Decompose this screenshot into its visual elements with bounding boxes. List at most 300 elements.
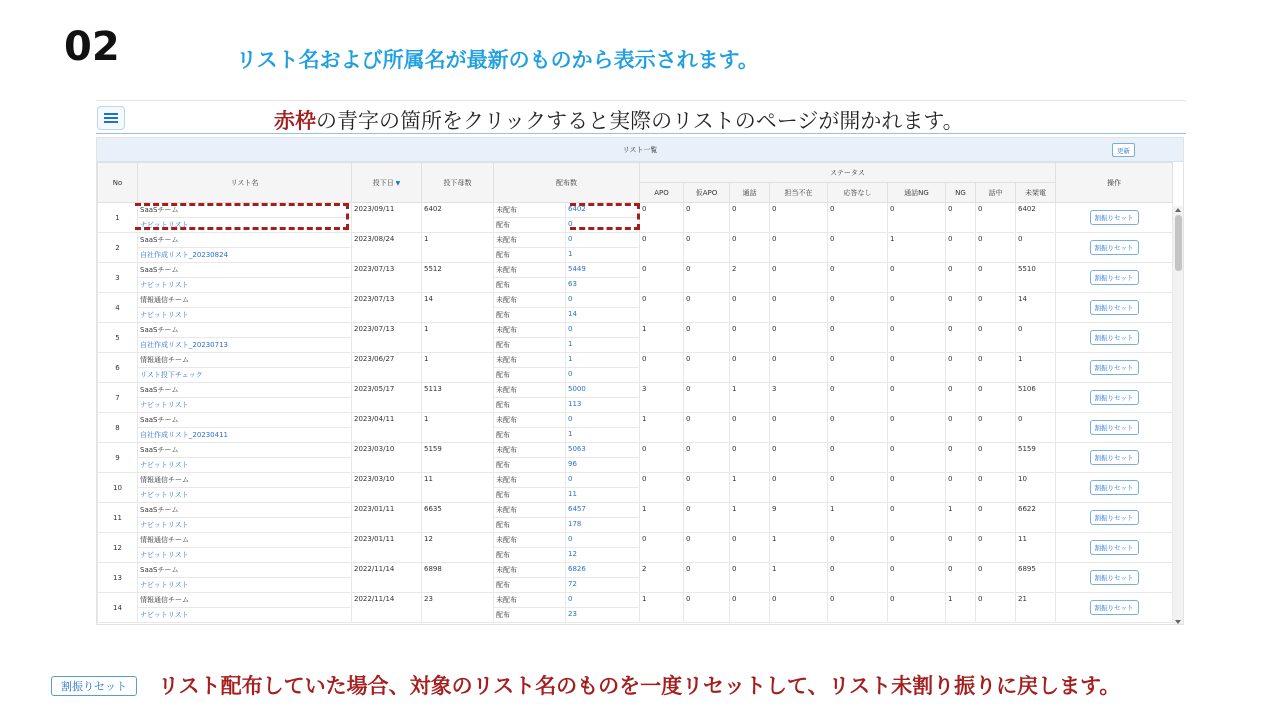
header-status: ステータス xyxy=(640,163,1056,183)
row-date: 2023/07/13 xyxy=(352,323,422,353)
list-panel-header xyxy=(97,138,1183,162)
row-status-8: 21 xyxy=(1016,593,1056,623)
row-no: 5 xyxy=(98,323,138,353)
row-status-8: 10 xyxy=(1016,473,1056,503)
row-status-2: 0 xyxy=(730,413,770,443)
table-row xyxy=(98,323,1173,338)
row-status-0: 0 xyxy=(640,293,684,323)
row-list-link[interactable]: 自社作成リスト_20230713 xyxy=(138,338,352,353)
header-status-7: 話中 xyxy=(976,183,1016,203)
row-list-link[interactable]: 自社作成リスト_20230824 xyxy=(138,248,352,263)
row-op xyxy=(1056,293,1173,323)
refresh-button[interactable]: 更新 xyxy=(1112,143,1135,157)
row-status-4: 0 xyxy=(828,593,888,623)
row-status-8: 6622 xyxy=(1016,503,1056,533)
table-row xyxy=(98,293,1173,308)
row-count: 1 xyxy=(422,353,494,383)
row-undist-link[interactable]: 1 xyxy=(568,355,573,363)
header-op: 操作 xyxy=(1056,163,1173,203)
row-team: 情報通信チーム xyxy=(138,293,352,308)
header-status-0: APO xyxy=(640,183,684,203)
row-team: SaaSチーム xyxy=(138,503,352,518)
row-status-0: 0 xyxy=(640,233,684,263)
row-status-8: 1 xyxy=(1016,353,1056,383)
slide-title: リスト名および所属名が最新のものから表示されます。 xyxy=(236,48,759,72)
row-status-1: 0 xyxy=(684,563,730,593)
row-dist-label: 配布 xyxy=(494,398,566,412)
row-status-5: 0 xyxy=(888,533,946,563)
reset-button[interactable]: 割振りセット xyxy=(1090,600,1139,615)
row-status-2: 0 xyxy=(730,203,770,233)
row-dist-link[interactable]: 12 xyxy=(568,550,577,558)
row-undist-label: 未配布 xyxy=(494,323,566,337)
row-status-3: 0 xyxy=(770,233,828,263)
header-status-1: 仮APO xyxy=(684,183,730,203)
row-undist-link[interactable]: 0 xyxy=(568,415,573,423)
row-status-7: 0 xyxy=(976,233,1016,263)
row-status-5: 0 xyxy=(888,263,946,293)
reset-button[interactable]: 割振りセット xyxy=(1090,420,1139,435)
row-no: 12 xyxy=(98,533,138,563)
row-undist-link[interactable]: 6402 xyxy=(568,205,586,213)
row-status-2: 1 xyxy=(730,383,770,413)
table-row xyxy=(98,593,1173,608)
row-status-6: 0 xyxy=(946,533,976,563)
row-no: 9 xyxy=(98,443,138,473)
row-status-3: 9 xyxy=(770,503,828,533)
row-date: 2023/06/27 xyxy=(352,353,422,383)
row-status-6: 0 xyxy=(946,263,976,293)
row-date: 2023/03/10 xyxy=(352,443,422,473)
row-status-7: 0 xyxy=(976,203,1016,233)
row-op xyxy=(1056,593,1173,623)
row-dist-link[interactable]: 0 xyxy=(568,220,573,228)
row-team: 情報通信チーム xyxy=(138,353,352,368)
row-list-link[interactable]: 自社作成リスト_20230411 xyxy=(138,428,352,443)
row-status-1: 0 xyxy=(684,383,730,413)
row-status-2: 0 xyxy=(730,323,770,353)
row-status-8: 5106 xyxy=(1016,383,1056,413)
row-list-link[interactable]: ナビットリスト xyxy=(138,608,352,623)
reset-button[interactable]: 割振りセット xyxy=(1090,330,1139,345)
row-status-3: 0 xyxy=(770,473,828,503)
row-undist-link[interactable]: 0 xyxy=(568,595,573,603)
row-status-7: 0 xyxy=(976,443,1016,473)
row-team: SaaSチーム xyxy=(138,563,352,578)
row-count: 11 xyxy=(422,473,494,503)
row-status-2: 0 xyxy=(730,353,770,383)
row-status-3: 0 xyxy=(770,443,828,473)
row-status-0: 0 xyxy=(640,203,684,233)
row-status-8: 0 xyxy=(1016,233,1056,263)
row-no: 3 xyxy=(98,263,138,293)
row-status-4: 0 xyxy=(828,323,888,353)
header-date[interactable] xyxy=(352,163,422,203)
row-status-5: 0 xyxy=(888,203,946,233)
row-status-3: 0 xyxy=(770,263,828,293)
row-team: SaaSチーム xyxy=(138,323,352,338)
row-status-4: 0 xyxy=(828,263,888,293)
row-status-4: 0 xyxy=(828,413,888,443)
table-row xyxy=(98,353,1173,368)
row-status-0: 0 xyxy=(640,533,684,563)
table-row xyxy=(98,203,1173,218)
row-no: 4 xyxy=(98,293,138,323)
row-status-2: 0 xyxy=(730,233,770,263)
row-status-0: 0 xyxy=(640,353,684,383)
reset-button[interactable]: 割振りセット xyxy=(1090,240,1139,255)
row-status-4: 0 xyxy=(828,443,888,473)
reset-button[interactable]: 割振りセット xyxy=(1090,510,1139,525)
reset-button[interactable]: 割振りセット xyxy=(1090,570,1139,585)
row-status-5: 0 xyxy=(888,323,946,353)
row-status-4: 0 xyxy=(828,473,888,503)
row-status-6: 0 xyxy=(946,383,976,413)
header-status-5: 通話NG xyxy=(888,183,946,203)
row-status-4: 0 xyxy=(828,233,888,263)
row-status-6: 0 xyxy=(946,233,976,263)
row-date: 2023/05/17 xyxy=(352,383,422,413)
row-status-1: 0 xyxy=(684,443,730,473)
reset-button[interactable]: 割振りセット xyxy=(1090,450,1139,465)
row-date: 2023/04/11 xyxy=(352,413,422,443)
row-status-8: 11 xyxy=(1016,533,1056,563)
row-list-link[interactable]: ナビットリスト xyxy=(138,578,352,593)
row-undist-link[interactable]: 0 xyxy=(568,325,573,333)
row-status-2: 2 xyxy=(730,263,770,293)
caption-highlight: 赤枠 xyxy=(274,109,316,133)
row-status-6: 1 xyxy=(946,503,976,533)
row-undist-label: 未配布 xyxy=(494,473,566,487)
row-count: 6402 xyxy=(422,203,494,233)
row-no: 13 xyxy=(98,563,138,593)
row-status-7: 0 xyxy=(976,503,1016,533)
row-status-5: 0 xyxy=(888,353,946,383)
list-panel-title: リスト一覧 xyxy=(622,145,658,154)
row-op xyxy=(1056,353,1173,383)
row-team: SaaSチーム xyxy=(138,443,352,458)
row-undist-link[interactable]: 0 xyxy=(568,295,573,303)
row-status-3: 1 xyxy=(770,563,828,593)
row-list-link[interactable]: ナビットリスト xyxy=(138,518,352,533)
row-status-6: 0 xyxy=(946,563,976,593)
header-list-name: リスト名 xyxy=(138,163,352,203)
row-op xyxy=(1056,443,1173,473)
row-undist-label: 未配布 xyxy=(494,413,566,427)
row-op xyxy=(1056,563,1173,593)
row-status-6: 0 xyxy=(946,353,976,383)
row-status-7: 0 xyxy=(976,473,1016,503)
row-dist-link[interactable]: 63 xyxy=(568,280,577,288)
row-no: 6 xyxy=(98,353,138,383)
row-count: 1 xyxy=(422,233,494,263)
row-op xyxy=(1056,503,1173,533)
row-status-1: 0 xyxy=(684,263,730,293)
row-status-7: 0 xyxy=(976,563,1016,593)
caption xyxy=(274,105,964,135)
row-status-2: 1 xyxy=(730,473,770,503)
row-list-link[interactable]: ナビットリスト xyxy=(138,548,352,563)
row-undist-label: 未配布 xyxy=(494,353,566,367)
row-status-7: 0 xyxy=(976,413,1016,443)
row-date: 2023/08/24 xyxy=(352,233,422,263)
reset-button[interactable]: 割振りセット xyxy=(1090,210,1139,225)
row-status-5: 0 xyxy=(888,563,946,593)
row-undist-label: 未配布 xyxy=(494,593,566,607)
row-status-4: 0 xyxy=(828,383,888,413)
row-status-5: 0 xyxy=(888,593,946,623)
table-row xyxy=(98,233,1173,248)
row-status-3: 0 xyxy=(770,413,828,443)
row-status-7: 0 xyxy=(976,533,1016,563)
header-status-3: 担当不在 xyxy=(770,183,828,203)
table-row xyxy=(98,533,1173,548)
row-status-4: 0 xyxy=(828,203,888,233)
list-panel xyxy=(96,137,1184,625)
slide-number: 02 xyxy=(64,24,120,70)
header-status-2: 通話 xyxy=(730,183,770,203)
scroll-thumb[interactable] xyxy=(1175,215,1182,271)
row-undist-link[interactable]: 5449 xyxy=(568,265,586,273)
row-date: 2023/07/13 xyxy=(352,293,422,323)
row-status-5: 0 xyxy=(888,413,946,443)
row-status-5: 0 xyxy=(888,293,946,323)
table-row xyxy=(98,413,1173,428)
row-undist-label: 未配布 xyxy=(494,443,566,457)
row-undist-label: 未配布 xyxy=(494,293,566,307)
row-list-link[interactable]: ナビットリスト xyxy=(138,398,352,413)
row-dist-link[interactable]: 14 xyxy=(568,310,577,318)
row-status-3: 1 xyxy=(770,533,828,563)
row-undist-label: 未配布 xyxy=(494,233,566,247)
row-count: 5113 xyxy=(422,383,494,413)
footer-reset-button[interactable]: 割振りセット xyxy=(51,676,137,696)
row-no: 1 xyxy=(98,203,138,233)
row-list-link[interactable]: ナビットリスト xyxy=(138,308,352,323)
row-op xyxy=(1056,383,1173,413)
row-status-6: 0 xyxy=(946,473,976,503)
row-count: 6635 xyxy=(422,503,494,533)
row-count: 12 xyxy=(422,533,494,563)
row-status-7: 0 xyxy=(976,353,1016,383)
row-status-0: 1 xyxy=(640,593,684,623)
row-status-0: 1 xyxy=(640,323,684,353)
row-status-0: 2 xyxy=(640,563,684,593)
row-dist-link[interactable]: 72 xyxy=(568,580,577,588)
row-dist-link[interactable]: 113 xyxy=(568,400,582,408)
row-status-7: 0 xyxy=(976,593,1016,623)
row-undist-label: 未配布 xyxy=(494,263,566,277)
row-dist-label: 配布 xyxy=(494,308,566,322)
row-undist-link[interactable]: 6826 xyxy=(568,565,586,573)
row-status-0: 0 xyxy=(640,473,684,503)
row-team: 情報通信チーム xyxy=(138,473,352,488)
row-dist-link[interactable]: 1 xyxy=(568,430,573,438)
row-dist-label: 配布 xyxy=(494,488,566,502)
row-count: 1 xyxy=(422,323,494,353)
row-status-8: 0 xyxy=(1016,323,1056,353)
row-count: 5512 xyxy=(422,263,494,293)
row-op xyxy=(1056,263,1173,293)
row-team: SaaSチーム xyxy=(138,413,352,428)
row-dist-link[interactable]: 0 xyxy=(568,370,573,378)
header-count: 投下母数 xyxy=(422,163,494,203)
header-no: No xyxy=(98,163,138,203)
row-no: 10 xyxy=(98,473,138,503)
row-list-link[interactable]: ナビットリスト xyxy=(138,488,352,503)
row-op xyxy=(1056,323,1173,353)
row-status-2: 0 xyxy=(730,533,770,563)
row-status-1: 0 xyxy=(684,323,730,353)
row-status-0: 0 xyxy=(640,443,684,473)
row-status-1: 0 xyxy=(684,473,730,503)
row-undist-label: 未配布 xyxy=(494,563,566,577)
header-status-6: NG xyxy=(946,183,976,203)
row-dist-label: 配布 xyxy=(494,248,566,262)
row-undist-label: 未配布 xyxy=(494,203,566,217)
row-status-1: 0 xyxy=(684,353,730,383)
row-date: 2023/03/10 xyxy=(352,473,422,503)
row-status-5: 1 xyxy=(888,233,946,263)
row-team: SaaSチーム xyxy=(138,203,352,218)
row-dist-label: 配布 xyxy=(494,458,566,472)
row-status-5: 0 xyxy=(888,503,946,533)
row-dist-label: 配布 xyxy=(494,278,566,292)
row-dist-link[interactable]: 1 xyxy=(568,340,573,348)
row-status-5: 0 xyxy=(888,383,946,413)
row-dist-label: 配布 xyxy=(494,428,566,442)
caret-down-icon: ▼ xyxy=(393,179,401,187)
row-undist-link[interactable]: 0 xyxy=(568,535,573,543)
row-undist-link[interactable]: 0 xyxy=(568,475,573,483)
row-date: 2023/09/11 xyxy=(352,203,422,233)
header-date-label: 投下日 xyxy=(372,178,394,187)
row-status-3: 0 xyxy=(770,593,828,623)
top-bar xyxy=(96,100,1186,134)
reset-button[interactable]: 割振りセット xyxy=(1090,360,1139,375)
row-date: 2022/11/14 xyxy=(352,593,422,623)
row-status-6: 0 xyxy=(946,203,976,233)
row-list-link[interactable]: リスト投下チェック xyxy=(138,368,352,383)
row-status-6: 0 xyxy=(946,293,976,323)
row-status-3: 0 xyxy=(770,293,828,323)
row-status-1: 0 xyxy=(684,533,730,563)
row-dist-label: 配布 xyxy=(494,578,566,592)
row-status-4: 0 xyxy=(828,533,888,563)
table-row xyxy=(98,263,1173,278)
row-list-link[interactable]: ナビットリスト xyxy=(138,218,352,233)
row-status-3: 0 xyxy=(770,203,828,233)
list-table xyxy=(97,162,1173,623)
row-team: 情報通信チーム xyxy=(138,533,352,548)
row-no: 11 xyxy=(98,503,138,533)
scroll-down-icon[interactable] xyxy=(1175,620,1181,624)
table-row xyxy=(98,443,1173,458)
row-count: 6898 xyxy=(422,563,494,593)
row-status-6: 0 xyxy=(946,413,976,443)
reset-button[interactable]: 割振りセット xyxy=(1090,390,1139,405)
row-no: 7 xyxy=(98,383,138,413)
hamburger-icon xyxy=(104,113,118,123)
row-status-0: 3 xyxy=(640,383,684,413)
row-team: SaaSチーム xyxy=(138,383,352,398)
row-dist-link[interactable]: 178 xyxy=(568,520,582,528)
row-list-link[interactable]: ナビットリスト xyxy=(138,278,352,293)
row-status-4: 0 xyxy=(828,563,888,593)
row-status-1: 0 xyxy=(684,503,730,533)
menu-button[interactable] xyxy=(97,106,125,130)
header-dist: 配布数 xyxy=(494,163,640,203)
row-status-3: 0 xyxy=(770,353,828,383)
row-status-4: 1 xyxy=(828,503,888,533)
row-date: 2023/07/13 xyxy=(352,263,422,293)
reset-button[interactable]: 割振りセット xyxy=(1090,540,1139,555)
row-dist-link[interactable]: 23 xyxy=(568,610,577,618)
row-count: 1 xyxy=(422,413,494,443)
row-dist-link[interactable]: 11 xyxy=(568,490,577,498)
row-undist-link[interactable]: 5063 xyxy=(568,445,586,453)
row-status-7: 0 xyxy=(976,323,1016,353)
row-dist-link[interactable]: 1 xyxy=(568,250,573,258)
row-undist-label: 未配布 xyxy=(494,533,566,547)
table-row xyxy=(98,563,1173,578)
row-status-1: 0 xyxy=(684,203,730,233)
row-status-1: 0 xyxy=(684,413,730,443)
row-undist-link[interactable]: 5000 xyxy=(568,385,586,393)
row-count: 5159 xyxy=(422,443,494,473)
row-op xyxy=(1056,233,1173,263)
row-dist-label: 配布 xyxy=(494,368,566,382)
scroll-up-icon[interactable] xyxy=(1175,208,1181,212)
row-status-5: 0 xyxy=(888,473,946,503)
scrollbar[interactable] xyxy=(1173,206,1184,625)
row-status-0: 1 xyxy=(640,413,684,443)
header-status-4: 応答なし xyxy=(828,183,888,203)
row-date: 2022/11/14 xyxy=(352,563,422,593)
row-date: 2023/01/11 xyxy=(352,503,422,533)
row-dist-link[interactable]: 96 xyxy=(568,460,577,468)
row-undist-link[interactable]: 0 xyxy=(568,235,573,243)
reset-button[interactable]: 割振りセット xyxy=(1090,300,1139,315)
row-dist-label: 配布 xyxy=(494,338,566,352)
row-dist-label: 配布 xyxy=(494,608,566,622)
row-list-link[interactable]: ナビットリスト xyxy=(138,458,352,473)
row-status-5: 0 xyxy=(888,443,946,473)
row-status-3: 3 xyxy=(770,383,828,413)
row-team: SaaSチーム xyxy=(138,233,352,248)
row-status-8: 5510 xyxy=(1016,263,1056,293)
header-status-8: 未架電 xyxy=(1016,183,1056,203)
reset-button[interactable]: 割振りセット xyxy=(1090,270,1139,285)
row-status-7: 0 xyxy=(976,263,1016,293)
table-row xyxy=(98,383,1173,398)
row-op xyxy=(1056,203,1173,233)
row-status-2: 0 xyxy=(730,443,770,473)
row-status-8: 14 xyxy=(1016,293,1056,323)
row-status-8: 0 xyxy=(1016,413,1056,443)
row-status-8: 5159 xyxy=(1016,443,1056,473)
row-no: 14 xyxy=(98,593,138,623)
reset-button[interactable]: 割振りセット xyxy=(1090,480,1139,495)
table-row xyxy=(98,503,1173,518)
row-status-0: 0 xyxy=(640,263,684,293)
row-status-6: 0 xyxy=(946,443,976,473)
row-undist-link[interactable]: 6457 xyxy=(568,505,586,513)
row-status-3: 0 xyxy=(770,323,828,353)
row-status-2: 1 xyxy=(730,503,770,533)
table-row xyxy=(98,473,1173,488)
row-status-6: 1 xyxy=(946,593,976,623)
